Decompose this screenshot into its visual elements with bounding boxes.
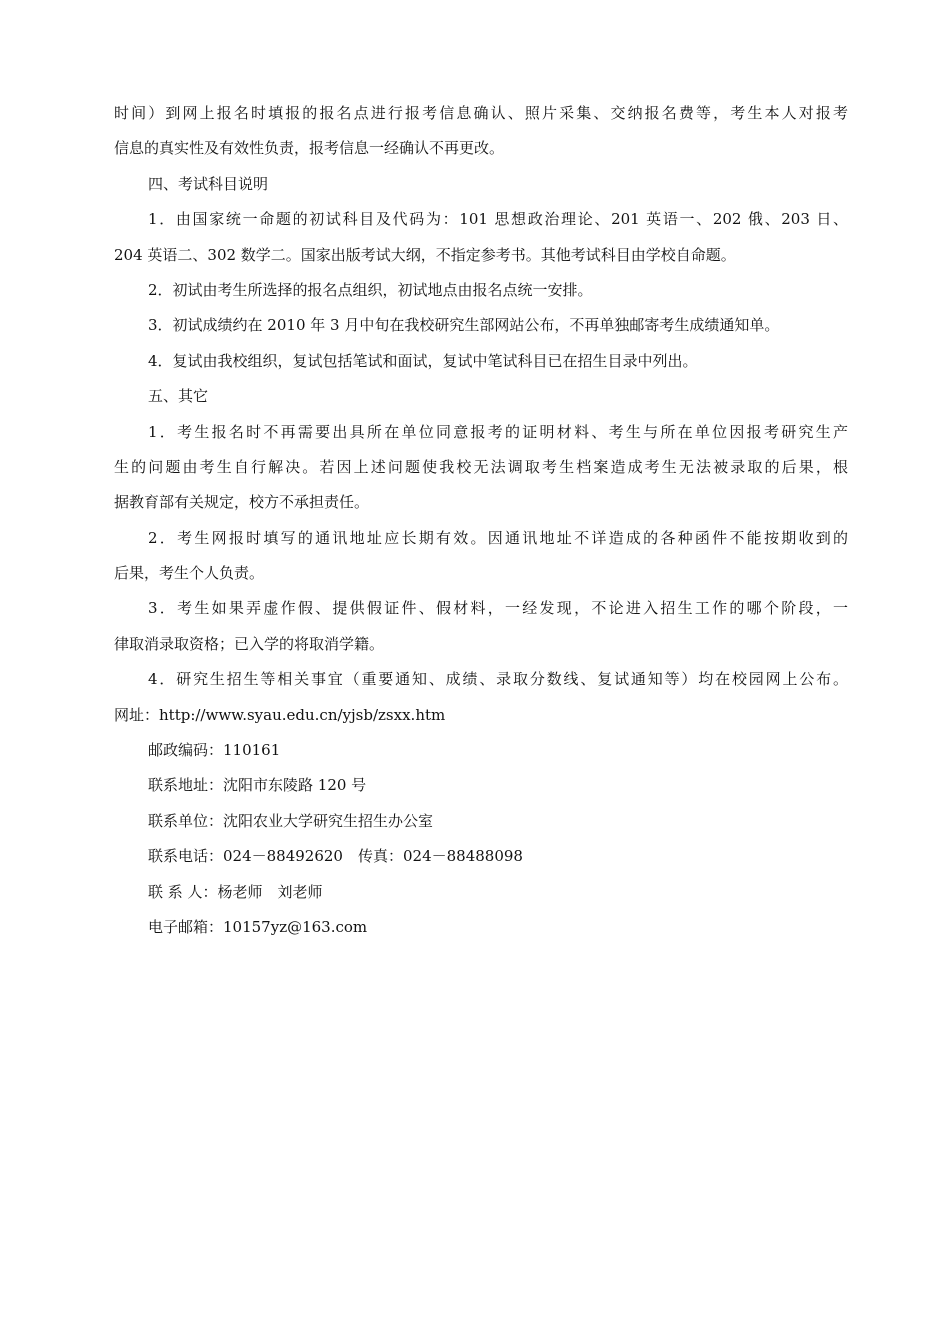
paragraph-line: 信息的真实性及有效性负责，报考信息一经确认不再更改。 [114, 139, 505, 158]
paragraph-line: 1．考生报名时不再需要出具所在单位同意报考的证明材料、考生与所在单位因报考研究生产 [148, 422, 848, 441]
paragraph-line: 后果，考生个人负责。 [114, 564, 265, 583]
email-line: 电子邮箱：10157yz@163.com [148, 917, 368, 936]
paragraph-line: 2．考生网报时填写的通讯地址应长期有效。因通讯地址不详造成的各种函件不能按期收到的 [148, 528, 848, 547]
section-heading: 四、考试科目说明 [148, 174, 269, 193]
address-line: 联系地址：沈阳市东陵路 120 号 [148, 776, 367, 795]
section-heading: 五、其它 [148, 387, 209, 406]
paragraph-line: 时间）到网上报名时填报的报名点进行报考信息确认、照片采集、交纳报名费等，考生本人对报考 [114, 104, 848, 122]
paragraph-line: 生的问题由考生自行解决。若因上述问题使我校无法调取考生档案造成考生无法被录取的后果，根 [114, 457, 848, 476]
paragraph-line: 204 英语二、302 数学二。国家出版考试大纲，不指定参考书。其他考试科目由学校自命题。 [114, 245, 736, 264]
paragraph-line: 3．初试成绩约在 2010 年 3 月中旬在我校研究生部网站公布，不再单独邮寄考生成绩通知单。 [148, 316, 780, 335]
paragraph-line: 2．初试由考生所选择的报名点组织，初试地点由报名点统一安排。 [148, 280, 593, 299]
phone-fax-line: 联系电话：024－88492620 传真：024－88488098 [148, 847, 523, 866]
paragraph-line: 3．考生如果弄虚作假、提供假证件、假材料，一经发现，不论进入招生工作的哪个阶段，一 [148, 599, 848, 618]
paragraph-line: 1．由国家统一命题的初试科目及代码为：101 思想政治理论、201 英语一、202 俄、203 日、 [148, 210, 848, 229]
organization-line: 联系单位：沈阳农业大学研究生招生办公室 [148, 811, 434, 830]
contact-person-line: 联 系 人：杨老师 刘老师 [148, 882, 323, 901]
document-page [114, 96, 848, 945]
paragraph-line: 4．研究生招生等相关事宜（重要通知、成绩、录取分数线、复试通知等）均在校园网上公布。 [148, 670, 848, 689]
paragraph-line: 4．复试由我校组织，复试包括笔试和面试，复试中笔试科目已在招生目录中列出。 [148, 351, 698, 370]
postal-code-line: 邮政编码：110161 [148, 741, 281, 760]
paragraph-line: 律取消录取资格；已入学的将取消学籍。 [114, 634, 385, 653]
paragraph-line: 据教育部有关规定，校方不承担责任。 [114, 493, 370, 512]
website-line: 网址：http://www.syau.edu.cn/yjsb/zsxx.htm [114, 705, 446, 724]
